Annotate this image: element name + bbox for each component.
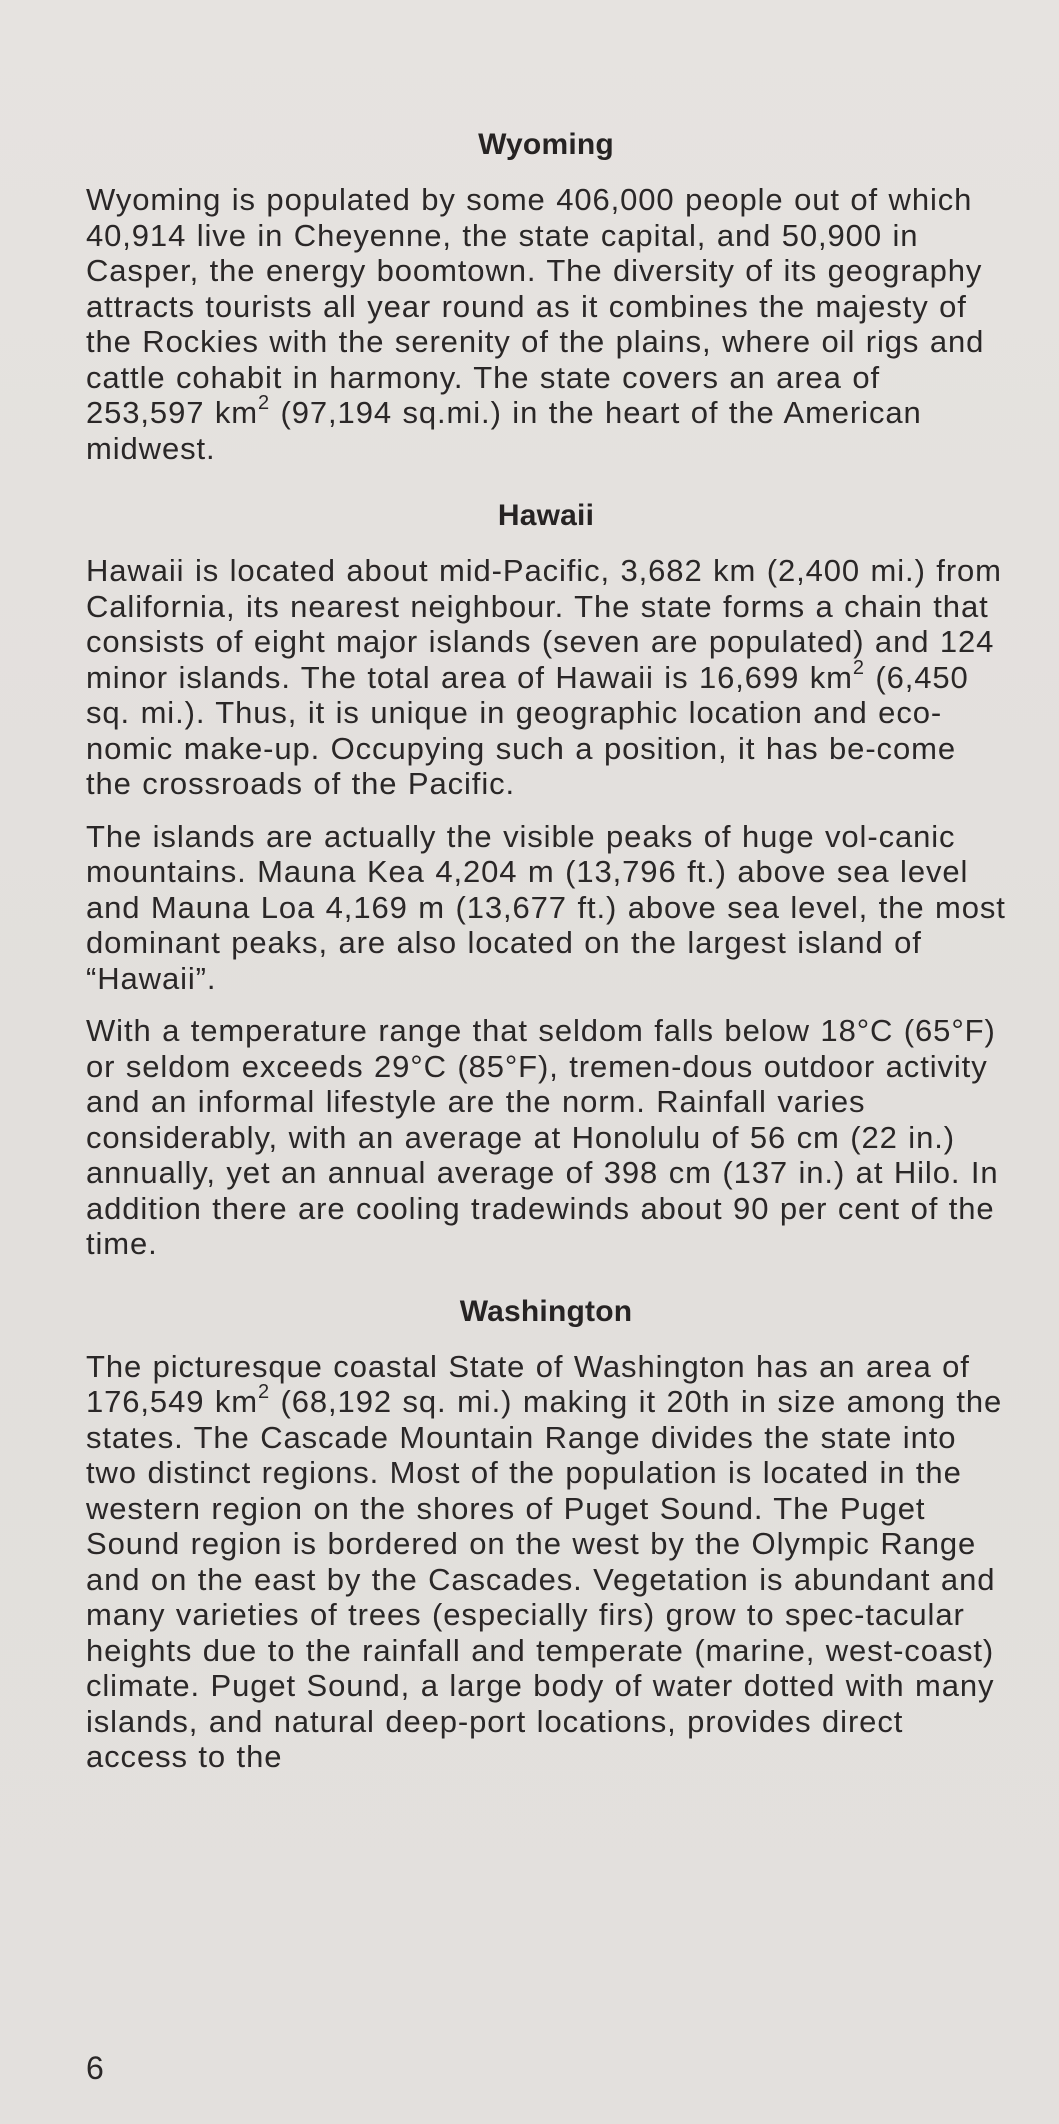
section-washington: [86, 1295, 1006, 1775]
paragraph-text: (6,450 sq. mi.). Thus, it is unique in geographic location and eco-nomic make-up. Occupying such a position, it has be-come the crossroads of the Pacific.: [86, 659, 969, 801]
paragraph-text: Wyoming is populated by some 406,000 people out of which 40,914 live in Cheyenne, the state capital, and 50,900 in Casper, the energy boomtown. The diversity of its geography attracts tourists all year round as it combines the majesty of the Rockies with the serenity of the plains, where oil rigs and cattle cohabit in harmony. The state covers an area of 253,597 km: [86, 182, 985, 430]
paragraph-washington-1: [86, 1349, 1006, 1775]
section-wyoming: [86, 128, 1006, 466]
superscript-2: 2: [258, 392, 271, 414]
section-hawaii: [86, 499, 1006, 1262]
paragraph-hawaii-1: [86, 553, 1006, 802]
paragraph-hawaii-2: The islands are actually the visible peaks of huge vol-canic mountains. Mauna Kea 4,204 m (13,796 ft.) above sea level and Mauna Loa 4,169 m (13,677 ft.) above sea level, the most dominant peaks, are also located on the largest island of “Hawaii”.: [86, 818, 1006, 996]
paragraph-text: The picturesque coastal State of Washington has an area of 176,549 km: [86, 1348, 970, 1419]
paragraph-wyoming-1: [86, 182, 1006, 466]
paragraph-text: (68,192 sq. mi.) making it 20th in size among the states. The Cascade Mountain Range divides the state into two distinct regions. Most of the population is located in the western region on the shores of Puget Sound. The Puget Sound region is bordered on the west by the Olympic Range and on the east by the Cascades. Vegetation is abundant and many varieties of trees (especially firs) grow to spec-tacular heights due to the rainfall and temperate (marine, west-coast) climate. Puget Sound, a large body of water dotted with many islands, and natural deep-port locations, provides direct access to the: [86, 1384, 1003, 1774]
paragraph-text: (97,194 sq.mi.) in the heart of the American midwest.: [86, 395, 922, 466]
page-content: [86, 128, 1006, 1792]
paragraph-hawaii-3: With a temperature range that seldom falls below 18°C (65°F) or seldom exceeds 29°C (85°F), tremen-dous outdoor activity and an informal lifestyle are the norm. Rainfall varies considerably, with an average at Honolulu of 56 cm (22 in.) annually, yet an annual average of 398 cm (137 in.) at Hilo. In addition there are cooling tradewinds about 90 per cent of the time.: [86, 1013, 999, 1261]
section-heading-wyoming: Wyoming: [478, 128, 614, 161]
page-number: 6: [86, 2050, 104, 2086]
superscript-2: 2: [852, 656, 865, 679]
superscript-2: 2: [258, 1381, 271, 1403]
paragraph-text: Hawaii is located about mid-Pacific, 3,682 km (2,400 mi.) from California, its nearest neighbour. The state forms a chain that consists of eight major islands (seven are populated) and 124 minor islands. The total area of Hawaii is 16,699 km: [86, 553, 1002, 695]
section-heading-hawaii: Hawaii: [497, 499, 595, 532]
section-heading-washington: Washington: [459, 1294, 633, 1328]
